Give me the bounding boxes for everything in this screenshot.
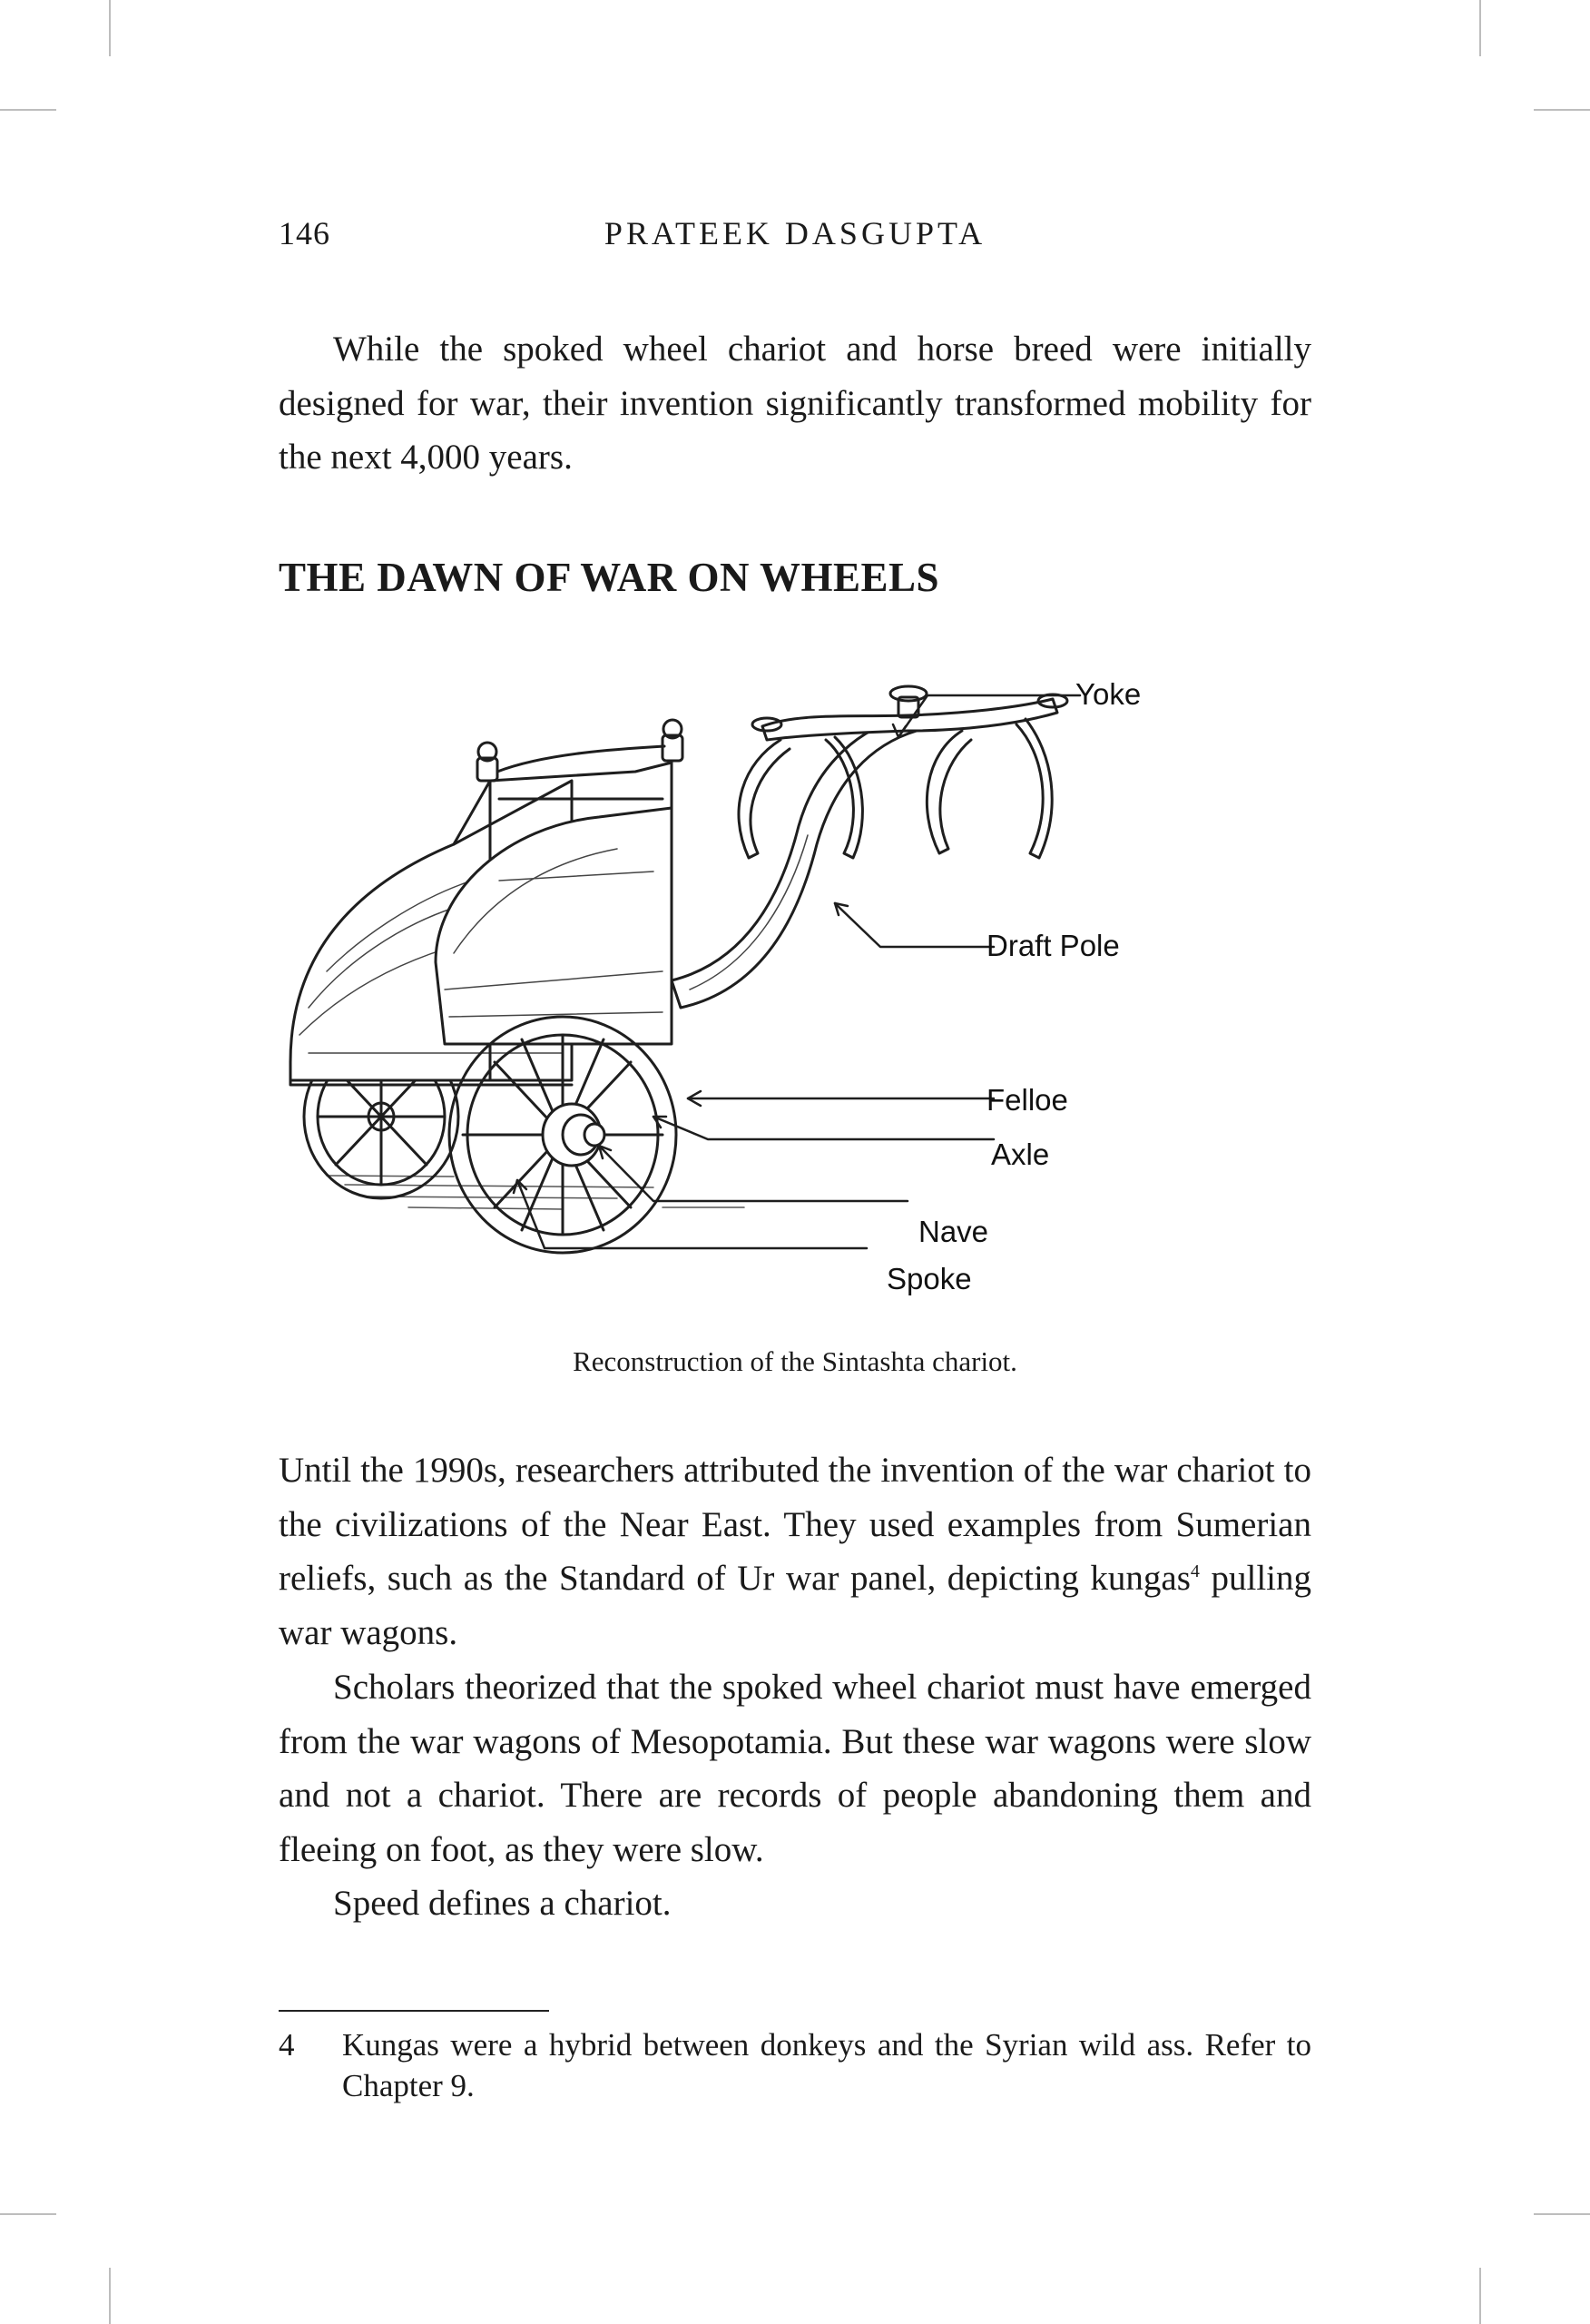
chariot-figure [272, 663, 1180, 1316]
body-paragraph-1-end: pulling war wagons. [279, 1559, 1311, 1652]
chariot-illustration [272, 663, 1180, 1316]
crop-mark [0, 109, 56, 111]
label-draft-pole: Draft Pole [986, 929, 1120, 962]
front-wheel [449, 1017, 676, 1253]
body-paragraph-1 [279, 1443, 1311, 1659]
page-number: 146 [279, 215, 330, 251]
yoke [739, 686, 1067, 858]
label-nave: Nave [918, 1215, 989, 1248]
crop-mark [109, 2268, 111, 2324]
body-paragraph-3: Speed defines a chariot. [333, 1884, 672, 1923]
label-spoke: Spoke [887, 1262, 972, 1295]
footnote-text: Kungas were a hybrid between donkeys and the Syrian wild ass. Refer to Chapter 9. [342, 2027, 1311, 2103]
figure-caption: Reconstruction of the Sintashta chariot. [573, 1345, 1017, 1377]
label-yoke: Yoke [1075, 677, 1142, 711]
crop-mark [1479, 2268, 1481, 2324]
crop-mark [109, 0, 111, 56]
crop-mark [1479, 0, 1481, 56]
running-head [279, 214, 1311, 260]
spoke-leader [517, 1180, 867, 1248]
author-name: PRATEEK DASGUPTA [604, 215, 986, 251]
section-heading: THE DAWN OF WAR ON WHEELS [279, 555, 940, 600]
intro-paragraph: While the spoked wheel chariot and horse breed were initially designed for war, their invention significantly transformed mobility for the next 4,000 years. [279, 330, 1311, 477]
footnote-rule [279, 2010, 549, 2012]
crop-mark [1534, 109, 1590, 111]
draft-pole [672, 717, 917, 1008]
draft-pole-leader [835, 903, 994, 947]
axle-leader [653, 1117, 994, 1139]
crop-mark [0, 2213, 56, 2215]
nave-leader [599, 1146, 908, 1201]
label-felloe: Felloe [986, 1083, 1068, 1117]
body-paragraph-1-text: Until the 1990s, researchers attributed the invention of the war chariot to the civilizations of the Near East. They used examples from Sumerian reliefs, such as the Standard of Ur war panel, depicting kungas [279, 1451, 1311, 1598]
crop-mark [1534, 2213, 1590, 2215]
footnote-reference: 4 [1190, 1561, 1200, 1581]
body-paragraph-2: Scholars theorized that the spoked wheel chariot must have emerged from the war wagons of Mesopotamia. But these war wagons were slow and not a chariot. There are records of people abandoning them and fleeing on foot, as they were slow. [279, 1668, 1311, 1869]
label-axle: Axle [991, 1137, 1050, 1171]
footnote-number: 4 [279, 2027, 295, 2063]
